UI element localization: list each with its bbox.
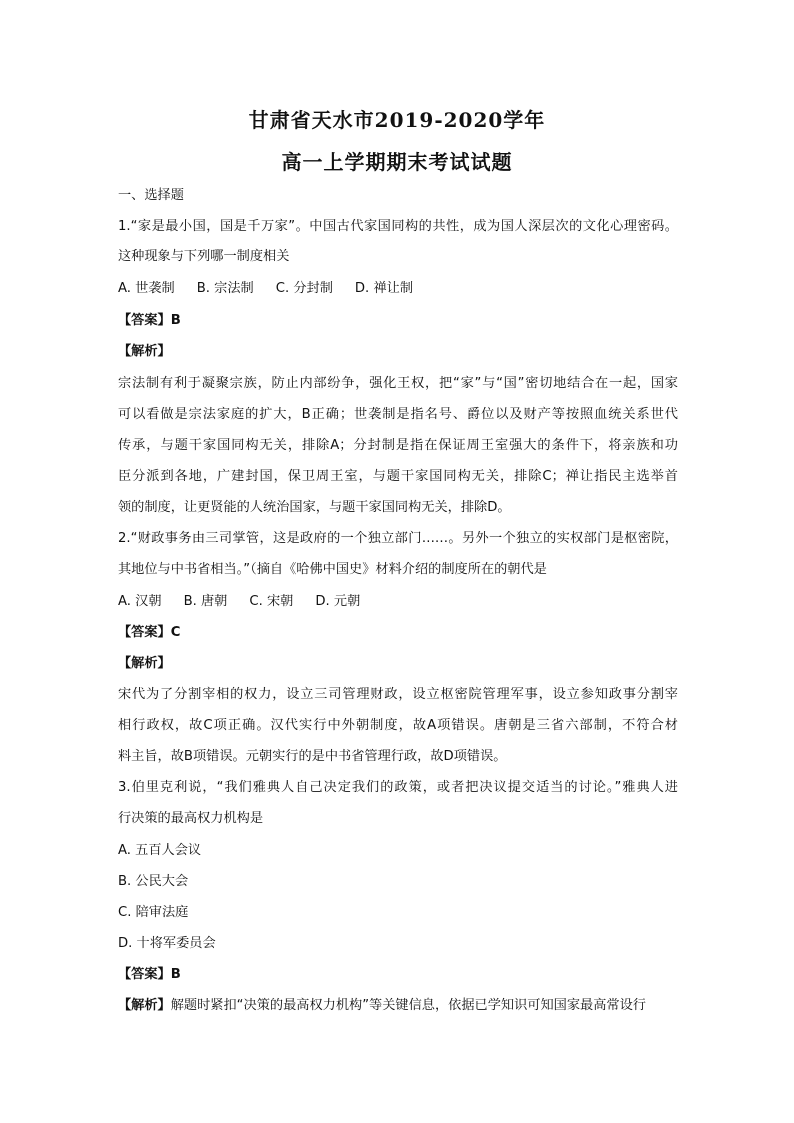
q2-analysis-label: 【解析】: [118, 656, 171, 671]
q1-analysis-line5: 领的制度，让更贤能的人统治国家，与题干家国同构无关，排除D。: [118, 500, 511, 515]
q3-analysis-text: 解题时紧扣“决策的最高权力机构”等关键信息，依据已学知识可知国家最高常设行: [170, 998, 646, 1013]
q3-option-c: C. 陪审法庭: [118, 905, 189, 920]
q1-stem-line2: 这种现象与下列哪一制度相关: [118, 249, 290, 264]
q1-option-b: B. 宗法制: [196, 281, 254, 296]
section-heading: 一、选择题: [118, 188, 184, 203]
q2-option-d: D. 元朝: [315, 594, 361, 609]
q2-stem-line2: 其地位与中书省相当。”（摘自《哈佛中国史》材料介绍的制度所在的朝代是: [118, 562, 547, 577]
q3-option-b: B. 公民大会: [118, 874, 189, 889]
doc-title-line1: 甘肃省天水市2019-2020学年: [248, 108, 546, 132]
q1-option-d: D. 禅让制: [354, 281, 414, 296]
q2-option-b: B. 唐朝: [183, 594, 228, 609]
q1-option-c: C. 分封制: [275, 281, 333, 296]
q2-options: [118, 594, 678, 610]
q2-analysis-line2: 相行政权，故C项正确。汉代实行中外朝制度，故A项错误。唐朝是三省六部制，不符合材: [118, 718, 678, 733]
q3-stem-line2: 行决策的最高权力机构是: [118, 811, 264, 826]
q1-answer: 【答案】B: [118, 313, 181, 328]
q3-option-a: A. 五百人会议: [118, 843, 202, 858]
q2-option-c: C. 宋朝: [249, 594, 294, 609]
q1-analysis-line3: 传承，与题干家国同构无关，排除A；分封制是指在保证周王室强大的条件下，将亲族和功: [118, 438, 678, 453]
doc-title-line2: 高一上学期期末考试试题: [281, 150, 513, 174]
q3-analysis: [118, 998, 678, 1014]
q1-stem-line1: 1.“家是最小国，国是千万家”。中国古代家国同构的共性，成为国人深层次的文化心理密码。: [118, 219, 678, 234]
q3-stem-line1: 3.伯里克利说，“我们雅典人自己决定我们的政策，或者把决议提交适当的讨论。”雅典人进: [118, 780, 678, 795]
q2-option-a: A. 汉朝: [118, 594, 162, 609]
q1-analysis-line2: 可以看做是宗法家庭的扩大，B正确；世袭制是指名号、爵位以及财产等按照血统关系世代: [118, 407, 678, 422]
q2-stem-line1: 2.“财政事务由三司掌管，这是政府的一个独立部门……。另外一个独立的实权部门是枢密院，: [118, 531, 678, 546]
q1-analysis-line4: 臣分派到各地，广建封国，保卫周王室，与题干家国同构无关，排除C；禅让指民主选举首: [118, 469, 678, 484]
q1-analysis-line1: 宗法制有利于凝聚宗族，防止内部纷争，强化王权，把“家”与“国”密切地结合在一起，国家: [118, 376, 678, 391]
q1-option-a: A. 世袭制: [118, 281, 175, 296]
q2-answer: 【答案】C: [118, 625, 181, 640]
q1-analysis-label: 【解析】: [118, 344, 171, 359]
q3-analysis-label: 【解析】: [118, 998, 171, 1013]
q3-answer: 【答案】B: [118, 967, 181, 982]
q1-options: [118, 281, 678, 297]
q3-option-d: D. 十将军委员会: [118, 936, 216, 951]
q2-analysis-line1: 宋代为了分割宰相的权力，设立三司管理财政，设立枢密院管理军事，设立参知政事分割宰: [118, 687, 678, 702]
q2-analysis-line3: 料主旨，故B项错误。元朝实行的是中书省管理行政，故D项错误。: [118, 749, 507, 764]
